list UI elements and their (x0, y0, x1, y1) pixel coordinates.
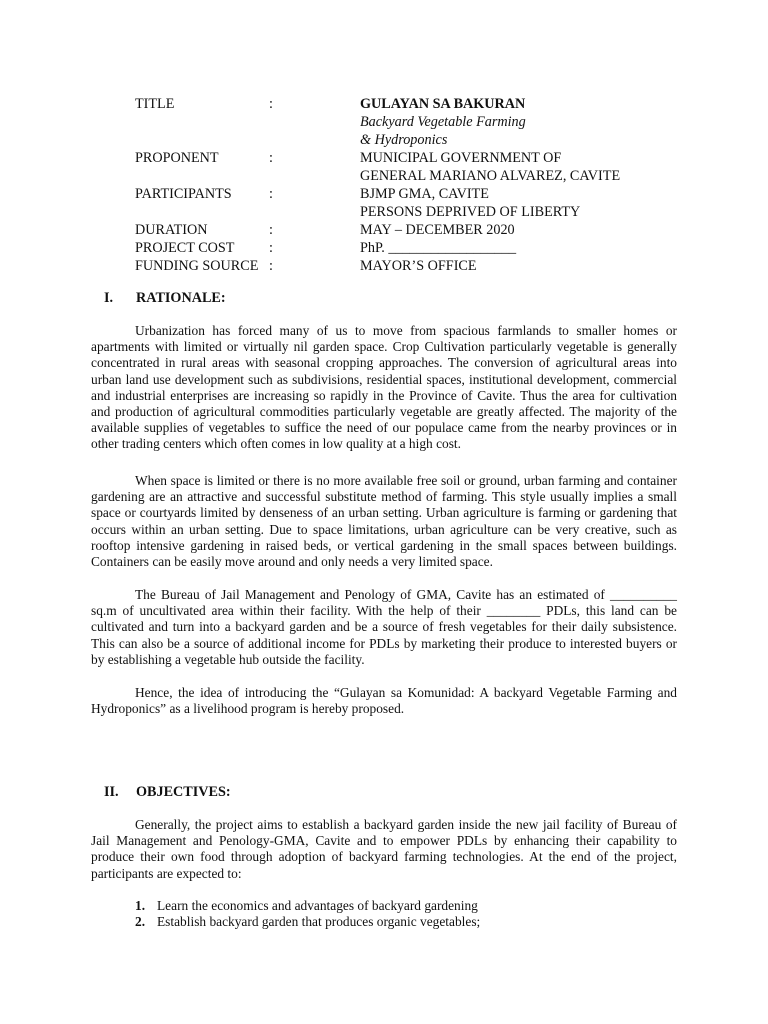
header-label: PROPONENT (135, 150, 219, 166)
list-text: Establish backyard garden that produces organic vegetables; (157, 914, 481, 930)
header-row-duration: DURATION : MAY – DECEMBER 2020 (135, 221, 695, 239)
section-number: II. (104, 784, 119, 800)
header-value: MAY – DECEMBER 2020 (360, 222, 515, 238)
section-title: RATIONALE: (136, 290, 226, 306)
header-value: PhP. __________________ (360, 240, 517, 256)
header-row-title: TITLE : GULAYAN SA BAKURAN Backyard Vegetable Farming & Hydroponics (135, 95, 695, 149)
header-value: GENERAL MARIANO ALVAREZ, CAVITE (360, 168, 621, 184)
project-title: GULAYAN SA BAKURAN (360, 96, 526, 112)
header-row-participants: PARTICIPANTS : BJMP GMA, CAVITE PERSONS DEPRIVED OF LIBERTY (135, 185, 695, 221)
rationale-paragraph-4: Hence, the idea of introducing the “Gulayan sa Komunidad: A backyard Vegetable Farming and Hydroponics” as a livelihood program is hereby proposed. (91, 685, 677, 717)
header-label: DURATION (135, 222, 208, 238)
header-label: TITLE (135, 96, 175, 112)
header-row-project-cost: PROJECT COST : PhP. __________________ (135, 239, 695, 257)
section-heading-objectives (104, 783, 231, 801)
project-subtitle: Backyard Vegetable Farming (360, 114, 526, 130)
header-value: MAYOR’S OFFICE (360, 258, 477, 274)
header-value: BJMP GMA, CAVITE (360, 186, 489, 202)
objectives-paragraph: Generally, the project aims to establish a backyard garden inside the new jail facility of Bureau of Jail Management and Penology-GMA, Cavite and to empower PDLs by enhancing their capability to produce their own food through adoption of backyard farming technologies. At the end of the project, participants are expected to: (91, 817, 677, 881)
header-value: MUNICIPAL GOVERNMENT OF (360, 150, 562, 166)
list-number: 1. (135, 898, 146, 913)
header-row-proponent: PROPONENT : MUNICIPAL GOVERNMENT OF GENERAL MARIANO ALVAREZ, CAVITE (135, 149, 695, 185)
header-label: PROJECT COST (135, 240, 235, 256)
list-item (135, 898, 480, 914)
project-subtitle-2: & Hydroponics (360, 132, 448, 148)
header-label: FUNDING SOURCE (135, 258, 259, 274)
list-number: 2. (135, 914, 146, 930)
header-label: PARTICIPANTS (135, 186, 232, 202)
list-text: Learn the economics and advantages of backyard gardening (157, 898, 478, 913)
header-row-funding-source: FUNDING SOURCE : MAYOR’S OFFICE (135, 257, 695, 275)
project-header (135, 95, 695, 275)
rationale-paragraph-1: Urbanization has forced many of us to move from spacious farmlands to smaller homes or apartments with limited or virtually nil garden space. Crop Cultivation particularly vegetable is generally concentrated in rural areas with seasonal cropping approaches. The conversion of agricultural areas into urban land use development such as subdivisions, residential spaces, institutional development, commercial and industrial enterprises are increasing so rapidly in the Province of Cavite. Thus the area for cultivation and production of agricultural commodities particularly vegetable are greatly affected. The majority of the available supplies of vegetables to suffice the need of our populace came from the nearby provinces or in other trading centers which often comes in low quality at a high cost. (91, 323, 677, 452)
objectives-list (135, 898, 480, 930)
header-value: PERSONS DEPRIVED OF LIBERTY (360, 204, 581, 220)
section-heading-rationale (104, 289, 226, 307)
rationale-paragraph-2: When space is limited or there is no more available free soil or ground, urban farming and container gardening are an attractive and successful substitute method of farming. This style usually implies a small space or courtyards limited by denseness of an urban setting. Urban agriculture is farming or gardening that occurs within an urban setting. Due to space limitations, urban agriculture can be very creative, such as rooftop intensive gardening in raised beds, or vertical gardening in the small spaces between buildings. Containers can be easily move around and only needs a very limited space. (91, 473, 677, 570)
rationale-paragraph-3: The Bureau of Jail Management and Penology of GMA, Cavite has an estimated of __________ sq.m of uncultivated area within their facility. With the help of their ________ PDLs, this land can be cultivated and turn into a backyard garden and be a source of fresh vegetables for their daily subsistence. This can also be a source of additional income for PDLs by marketing their produce to interested buyers or by establishing a vegetable hub outside the facility. (91, 587, 677, 667)
list-item (135, 914, 480, 930)
section-number: I. (104, 290, 114, 306)
section-title: OBJECTIVES: (136, 784, 231, 800)
